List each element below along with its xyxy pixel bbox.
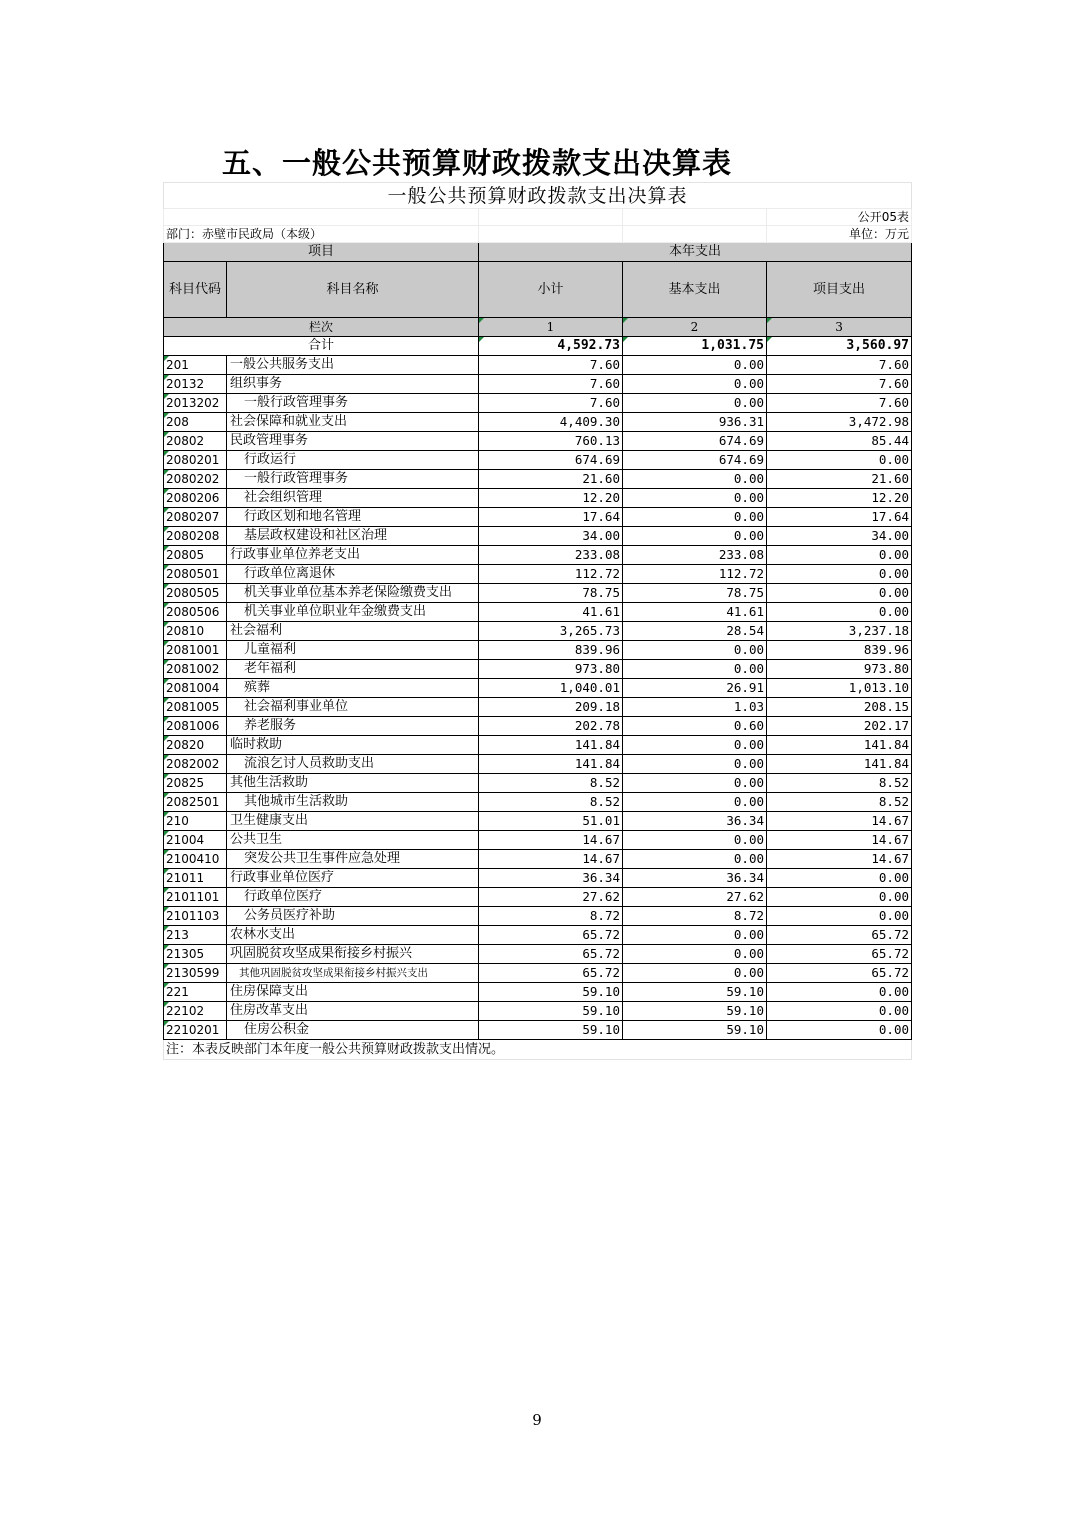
subject-name: 其他巩固脱贫攻坚成果衔接乡村振兴支出: [227, 964, 479, 983]
table-row: [164, 622, 912, 641]
subject-code: 2080501: [164, 565, 227, 584]
department-row: [164, 226, 912, 243]
table-row: [164, 812, 912, 831]
subject-name: 流浪乞讨人员救助支出: [227, 755, 479, 774]
subject-code: 2081005: [164, 698, 227, 717]
subject-name: 住房改革支出: [227, 1002, 479, 1021]
basic-cell: 0.00: [623, 774, 767, 793]
project-cell: 1,013.10: [767, 679, 912, 698]
basic-cell: 0.00: [623, 527, 767, 546]
subtotal-cell: 34.00: [479, 527, 623, 546]
subtotal-cell: 21.60: [479, 470, 623, 489]
subtotal-cell: 8.72: [479, 907, 623, 926]
basic-cell: 36.34: [623, 869, 767, 888]
subtotal-cell: 7.60: [479, 375, 623, 394]
project-cell: 65.72: [767, 945, 912, 964]
subject-code: 21011: [164, 869, 227, 888]
header-code: 科目代码: [164, 262, 227, 318]
column-number-1: 1: [479, 318, 623, 337]
header-project-exp: 项目支出: [767, 262, 912, 318]
basic-cell: 0.00: [623, 489, 767, 508]
basic-cell: 36.34: [623, 812, 767, 831]
basic-cell: 0.00: [623, 926, 767, 945]
project-cell: 7.60: [767, 356, 912, 375]
subject-code: 201: [164, 356, 227, 375]
subject-name: 卫生健康支出: [227, 812, 479, 831]
subject-name: 养老服务: [227, 717, 479, 736]
page-number: 9: [532, 1411, 542, 1429]
project-cell: 0.00: [767, 1021, 912, 1040]
subtotal-cell: 8.52: [479, 774, 623, 793]
subject-code: 2210201: [164, 1021, 227, 1040]
table-row: [164, 755, 912, 774]
basic-cell: 0.00: [623, 470, 767, 489]
header-name: 科目名称: [227, 262, 479, 318]
subject-name: 农林水支出: [227, 926, 479, 945]
project-cell: 0.00: [767, 907, 912, 926]
project-cell: 202.17: [767, 717, 912, 736]
subject-code: 2081006: [164, 717, 227, 736]
project-cell: 34.00: [767, 527, 912, 546]
subtotal-cell: 14.67: [479, 850, 623, 869]
subtotal-cell: 973.80: [479, 660, 623, 679]
table-row: [164, 983, 912, 1002]
subject-code: 2080207: [164, 508, 227, 527]
subject-name: 社会福利: [227, 622, 479, 641]
subtotal-cell: 8.52: [479, 793, 623, 812]
project-cell: 0.00: [767, 983, 912, 1002]
subtotal-cell: 1,040.01: [479, 679, 623, 698]
table-row: [164, 850, 912, 869]
table-row: [164, 508, 912, 527]
subject-name: 其他生活救助: [227, 774, 479, 793]
table-row: [164, 489, 912, 508]
basic-cell: 59.10: [623, 983, 767, 1002]
subject-code: 2080208: [164, 527, 227, 546]
basic-cell: 41.61: [623, 603, 767, 622]
subject-code: 2082002: [164, 755, 227, 774]
project-cell: 17.64: [767, 508, 912, 527]
basic-cell: 674.69: [623, 432, 767, 451]
project-cell: 8.52: [767, 793, 912, 812]
subject-name: 社会福利事业单位: [227, 698, 479, 717]
subject-name: 社会组织管理: [227, 489, 479, 508]
subtotal-cell: 51.01: [479, 812, 623, 831]
subject-code: 2080506: [164, 603, 227, 622]
table-row: [164, 1002, 912, 1021]
form-code: 公开05表: [767, 209, 912, 226]
table-row: [164, 907, 912, 926]
subject-name: 社会保障和就业支出: [227, 413, 479, 432]
subject-code: 22102: [164, 1002, 227, 1021]
subject-code: 210: [164, 812, 227, 831]
project-cell: 973.80: [767, 660, 912, 679]
note-row: [164, 1040, 912, 1060]
basic-cell: 0.00: [623, 736, 767, 755]
subtotal-cell: 760.13: [479, 432, 623, 451]
column-index-row: [164, 318, 912, 337]
subject-code: 20820: [164, 736, 227, 755]
subject-name: 一般行政管理事务: [227, 394, 479, 413]
subtotal-cell: 27.62: [479, 888, 623, 907]
project-cell: 0.00: [767, 584, 912, 603]
table-row: [164, 546, 912, 565]
table-row: [164, 375, 912, 394]
subtotal-cell: 233.08: [479, 546, 623, 565]
basic-cell: 59.10: [623, 1002, 767, 1021]
subject-name: 公共卫生: [227, 831, 479, 850]
table-row: [164, 717, 912, 736]
project-cell: 0.00: [767, 888, 912, 907]
table-row: [164, 698, 912, 717]
subject-code: 2130599: [164, 964, 227, 983]
subtotal-cell: 41.61: [479, 603, 623, 622]
project-cell: 0.00: [767, 546, 912, 565]
project-cell: 0.00: [767, 869, 912, 888]
subject-code: 2081004: [164, 679, 227, 698]
project-cell: 141.84: [767, 755, 912, 774]
expenditure-table: [163, 182, 912, 1060]
subtotal-cell: 141.84: [479, 755, 623, 774]
basic-cell: 26.91: [623, 679, 767, 698]
basic-cell: 0.00: [623, 641, 767, 660]
subtotal-cell: 59.10: [479, 1021, 623, 1040]
subject-name: 其他城市生活救助: [227, 793, 479, 812]
table-row: [164, 584, 912, 603]
project-cell: 21.60: [767, 470, 912, 489]
project-cell: 8.52: [767, 774, 912, 793]
subtotal-cell: 112.72: [479, 565, 623, 584]
subject-code: 21004: [164, 831, 227, 850]
basic-cell: 0.60: [623, 717, 767, 736]
subject-name: 行政运行: [227, 451, 479, 470]
subtotal-cell: 209.18: [479, 698, 623, 717]
basic-cell: 28.54: [623, 622, 767, 641]
subtotal-cell: 78.75: [479, 584, 623, 603]
subject-name: 基层政权建设和社区治理: [227, 527, 479, 546]
basic-cell: 0.00: [623, 356, 767, 375]
table-row: [164, 774, 912, 793]
subject-code: 21305: [164, 945, 227, 964]
subject-code: 2100410: [164, 850, 227, 869]
subject-code: 20802: [164, 432, 227, 451]
project-cell: 7.60: [767, 375, 912, 394]
table-row: [164, 660, 912, 679]
subject-code: 2082501: [164, 793, 227, 812]
project-cell: 3,237.18: [767, 622, 912, 641]
project-cell: 12.20: [767, 489, 912, 508]
subject-name: 行政事业单位医疗: [227, 869, 479, 888]
subject-name: 临时救助: [227, 736, 479, 755]
table-row: [164, 926, 912, 945]
subtotal-cell: 65.72: [479, 926, 623, 945]
basic-cell: 936.31: [623, 413, 767, 432]
subject-name: 儿童福利: [227, 641, 479, 660]
basic-cell: 59.10: [623, 1021, 767, 1040]
subtotal-cell: 4,409.30: [479, 413, 623, 432]
subtotal-cell: 3,265.73: [479, 622, 623, 641]
subtotal-cell: 14.67: [479, 831, 623, 850]
column-index-label: 栏次: [164, 318, 479, 337]
page-heading: 五、一般公共预算财政拨款支出决算表: [222, 146, 733, 180]
subject-code: 2101101: [164, 888, 227, 907]
subject-code: 2080505: [164, 584, 227, 603]
project-cell: 0.00: [767, 451, 912, 470]
project-cell: 14.67: [767, 850, 912, 869]
project-cell: 839.96: [767, 641, 912, 660]
project-cell: 14.67: [767, 831, 912, 850]
table-row: [164, 565, 912, 584]
subtotal-cell: 7.60: [479, 356, 623, 375]
table-row: [164, 432, 912, 451]
subject-code: 20805: [164, 546, 227, 565]
table-row: [164, 641, 912, 660]
basic-cell: 0.00: [623, 964, 767, 983]
project-cell: 0.00: [767, 603, 912, 622]
subject-name: 机关事业单位职业年金缴费支出: [227, 603, 479, 622]
subject-name: 行政单位医疗: [227, 888, 479, 907]
basic-cell: 674.69: [623, 451, 767, 470]
table-row: [164, 1021, 912, 1040]
project-cell: 3,472.98: [767, 413, 912, 432]
table-row: [164, 413, 912, 432]
table-row: [164, 603, 912, 622]
subject-name: 老年福利: [227, 660, 479, 679]
column-number-3: 3: [767, 318, 912, 337]
table-note: 注：本表反映部门本年度一般公共预算财政拨款支出情况。: [164, 1040, 912, 1060]
table-row: [164, 356, 912, 375]
subtotal-cell: 36.34: [479, 869, 623, 888]
total-basic: 1,031.75: [623, 337, 767, 356]
subtotal-cell: 59.10: [479, 1002, 623, 1021]
subject-code: 2080206: [164, 489, 227, 508]
subject-code: 2013202: [164, 394, 227, 413]
project-cell: 0.00: [767, 1002, 912, 1021]
header-row-1: [164, 243, 912, 262]
header-project: 项目: [164, 243, 479, 262]
subtotal-cell: 59.10: [479, 983, 623, 1002]
subject-code: 2080201: [164, 451, 227, 470]
table-caption: 一般公共预算财政拨款支出决算表: [164, 183, 912, 209]
total-row: [164, 337, 912, 356]
form-code-row: [164, 209, 912, 226]
budget-sheet: [163, 182, 911, 1060]
subtotal-cell: 65.72: [479, 945, 623, 964]
subject-name: 住房公积金: [227, 1021, 479, 1040]
subject-code: 20810: [164, 622, 227, 641]
subject-code: 221: [164, 983, 227, 1002]
basic-cell: 0.00: [623, 793, 767, 812]
subject-code: 20825: [164, 774, 227, 793]
basic-cell: 0.00: [623, 831, 767, 850]
subject-name: 巩固脱贫攻坚成果衔接乡村振兴: [227, 945, 479, 964]
project-cell: 141.84: [767, 736, 912, 755]
basic-cell: 0.00: [623, 394, 767, 413]
basic-cell: 27.62: [623, 888, 767, 907]
subject-name: 行政事业单位养老支出: [227, 546, 479, 565]
total-subtotal: 4,592.73: [479, 337, 623, 356]
subtotal-cell: 202.78: [479, 717, 623, 736]
subject-name: 组织事务: [227, 375, 479, 394]
basic-cell: 0.00: [623, 850, 767, 869]
basic-cell: 0.00: [623, 755, 767, 774]
table-row: [164, 470, 912, 489]
project-cell: 65.72: [767, 926, 912, 945]
subject-code: 2081002: [164, 660, 227, 679]
subject-name: 行政区划和地名管理: [227, 508, 479, 527]
subtotal-cell: 141.84: [479, 736, 623, 755]
basic-cell: 0.00: [623, 660, 767, 679]
table-row: [164, 888, 912, 907]
basic-cell: 233.08: [623, 546, 767, 565]
project-cell: 85.44: [767, 432, 912, 451]
subtotal-cell: 839.96: [479, 641, 623, 660]
basic-cell: 112.72: [623, 565, 767, 584]
table-row: [164, 869, 912, 888]
table-row: [164, 527, 912, 546]
basic-cell: 78.75: [623, 584, 767, 603]
subject-name: 公务员医疗补助: [227, 907, 479, 926]
project-cell: 0.00: [767, 565, 912, 584]
subject-code: 213: [164, 926, 227, 945]
subtotal-cell: 65.72: [479, 964, 623, 983]
basic-cell: 1.03: [623, 698, 767, 717]
subtotal-cell: 7.60: [479, 394, 623, 413]
basic-cell: 8.72: [623, 907, 767, 926]
subject-name: 民政管理事务: [227, 432, 479, 451]
basic-cell: 0.00: [623, 508, 767, 527]
department-label: 部门：赤壁市民政局（本级）: [164, 226, 479, 243]
project-cell: 208.15: [767, 698, 912, 717]
header-current-year: 本年支出: [479, 243, 912, 262]
header-basic: 基本支出: [623, 262, 767, 318]
subject-name: 一般行政管理事务: [227, 470, 479, 489]
subject-name: 一般公共服务支出: [227, 356, 479, 375]
table-row: [164, 964, 912, 983]
subtotal-cell: 17.64: [479, 508, 623, 527]
basic-cell: 0.00: [623, 945, 767, 964]
subject-name: 行政单位离退休: [227, 565, 479, 584]
subject-code: 2081001: [164, 641, 227, 660]
subject-code: 2080202: [164, 470, 227, 489]
subject-name: 殡葬: [227, 679, 479, 698]
project-cell: 65.72: [767, 964, 912, 983]
subject-name: 住房保障支出: [227, 983, 479, 1002]
subtotal-cell: 12.20: [479, 489, 623, 508]
subject-name: 机关事业单位基本养老保险缴费支出: [227, 584, 479, 603]
table-row: [164, 736, 912, 755]
table-row: [164, 394, 912, 413]
caption-row: [164, 183, 912, 209]
project-cell: 14.67: [767, 812, 912, 831]
subject-code: 20132: [164, 375, 227, 394]
total-project: 3,560.97: [767, 337, 912, 356]
table-row: [164, 451, 912, 470]
header-row-2: [164, 262, 912, 318]
subject-name: 突发公共卫生事件应急处理: [227, 850, 479, 869]
subject-code: 208: [164, 413, 227, 432]
table-row: [164, 679, 912, 698]
table-row: [164, 831, 912, 850]
unit-label: 单位：万元: [767, 226, 912, 243]
total-label: 合计: [164, 337, 479, 356]
header-subtotal: 小计: [479, 262, 623, 318]
subject-code: 2101103: [164, 907, 227, 926]
subtotal-cell: 674.69: [479, 451, 623, 470]
column-number-2: 2: [623, 318, 767, 337]
table-row: [164, 793, 912, 812]
project-cell: 7.60: [767, 394, 912, 413]
table-row: [164, 945, 912, 964]
basic-cell: 0.00: [623, 375, 767, 394]
